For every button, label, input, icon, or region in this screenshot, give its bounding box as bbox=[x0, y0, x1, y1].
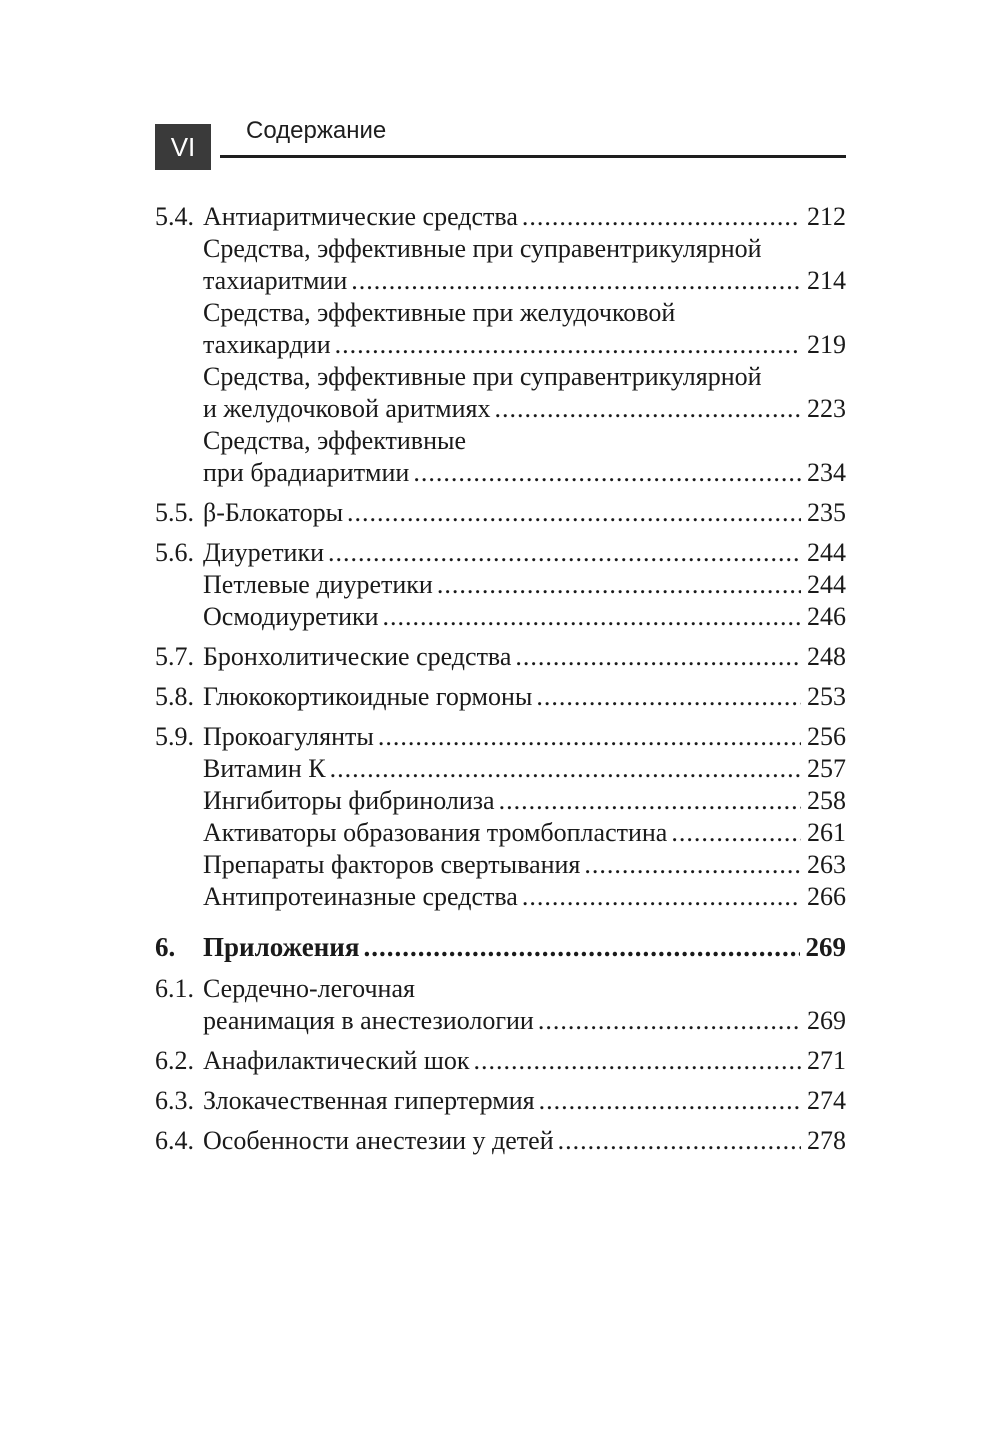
toc-entry-number: 6. bbox=[155, 932, 176, 962]
dot-leader bbox=[474, 1045, 802, 1077]
toc-entry-number: 5.4. bbox=[155, 202, 194, 231]
toc-subentry bbox=[155, 233, 846, 297]
toc-subentry bbox=[155, 297, 846, 361]
toc-entry-title: при брадиаритмии bbox=[203, 458, 410, 487]
toc-entry-title: Приложения bbox=[203, 932, 360, 962]
dot-leader bbox=[538, 1005, 801, 1037]
dot-leader bbox=[522, 881, 801, 913]
toc-entry-number: 5.9. bbox=[155, 722, 194, 751]
toc-entry-page: 261 bbox=[807, 818, 846, 847]
toc-entry-title: тахиаритмии bbox=[203, 266, 348, 295]
toc-entry-page: 274 bbox=[807, 1086, 846, 1115]
toc-subentry bbox=[155, 849, 846, 881]
toc-entry-page: 214 bbox=[807, 266, 846, 295]
dot-leader bbox=[671, 817, 801, 849]
toc-entry-page: 244 bbox=[807, 570, 846, 599]
toc-entry-page: 223 bbox=[807, 394, 846, 423]
toc-entry-page: 248 bbox=[807, 642, 846, 671]
toc-entry-title: Бронхолитические средства bbox=[203, 642, 512, 671]
toc-entry-title: Особенности анестезии у детей bbox=[203, 1126, 554, 1155]
toc-entry-6-4 bbox=[155, 1125, 846, 1157]
toc-entry-page: 257 bbox=[807, 754, 846, 783]
dot-leader bbox=[347, 497, 801, 529]
dot-leader bbox=[383, 601, 801, 633]
toc-entry-title: Диуретики bbox=[203, 538, 325, 567]
toc-entry-page: 271 bbox=[807, 1046, 846, 1075]
toc-entry-title: Витамин К bbox=[203, 754, 326, 783]
toc-entry-title: и желудочковой аритмиях bbox=[203, 394, 491, 423]
toc-entry-5-8 bbox=[155, 681, 846, 713]
toc-entry-page: 256 bbox=[807, 722, 846, 751]
toc-entry-number: 6.2. bbox=[155, 1046, 194, 1075]
toc-entry-page: 258 bbox=[807, 786, 846, 815]
toc-entry-title-line1: Средства, эффективные при желудочковой bbox=[203, 298, 676, 327]
toc-entry-number: 5.8. bbox=[155, 682, 194, 711]
toc-entry-5-5 bbox=[155, 497, 846, 529]
toc-entry-page: 263 bbox=[807, 850, 846, 879]
toc-entry-title-line1: Сердечно-легочная bbox=[203, 974, 415, 1003]
header-rule bbox=[220, 155, 846, 158]
toc-entry-page: 244 bbox=[807, 538, 846, 567]
dot-leader bbox=[558, 1125, 801, 1157]
dot-leader bbox=[378, 721, 801, 753]
toc-entry-number: 5.6. bbox=[155, 538, 194, 567]
toc-entry-page: 235 bbox=[807, 498, 846, 527]
dot-leader bbox=[351, 265, 801, 297]
toc-entry-number: 6.3. bbox=[155, 1086, 194, 1115]
dot-leader bbox=[515, 641, 801, 673]
dot-leader bbox=[437, 569, 801, 601]
toc-entry-number: 6.1. bbox=[155, 974, 194, 1003]
toc-entry-title: тахикардии bbox=[203, 330, 331, 359]
toc-entry-number: 5.5. bbox=[155, 498, 194, 527]
dot-leader bbox=[522, 201, 801, 233]
toc-entry-page: 253 bbox=[807, 682, 846, 711]
dot-leader bbox=[328, 537, 801, 569]
toc-entry-page: 246 bbox=[807, 602, 846, 631]
toc-subentry bbox=[155, 753, 846, 785]
toc-entry-title: Антипротеиназные средства bbox=[203, 882, 518, 911]
toc-entry-title: Ингибиторы фибринолиза bbox=[203, 786, 495, 815]
toc-entry-page: 219 bbox=[807, 330, 846, 359]
toc-entry-6-3 bbox=[155, 1085, 846, 1117]
dot-leader bbox=[330, 753, 801, 785]
dot-leader bbox=[539, 1085, 801, 1117]
toc-chapter-6 bbox=[155, 929, 846, 965]
toc-entry-page: 269 bbox=[805, 932, 846, 962]
toc-entry-6-2 bbox=[155, 1045, 846, 1077]
toc-entry-page: 278 bbox=[807, 1126, 846, 1155]
toc-entry-page: 266 bbox=[807, 882, 846, 911]
toc-entry-title: Осмодиуретики bbox=[203, 602, 379, 631]
toc-entry-title: Прокоагулянты bbox=[203, 722, 374, 751]
dot-leader bbox=[363, 929, 799, 965]
toc-entry-title: Петлевые диуретики bbox=[203, 570, 433, 599]
dot-leader bbox=[413, 457, 801, 489]
toc-entry-page: 212 bbox=[807, 202, 846, 231]
toc-entry-5-9 bbox=[155, 721, 846, 753]
toc-entry-title: Глюкокортикоидные гормоны bbox=[203, 682, 533, 711]
toc-subentry bbox=[155, 361, 846, 425]
toc-subentry bbox=[155, 601, 846, 633]
dot-leader bbox=[495, 393, 801, 425]
toc-entry-title: Активаторы образования тромбопластина bbox=[203, 818, 668, 847]
toc-entry-title: Антиаритмические средства bbox=[203, 202, 518, 231]
toc-entry-number: 5.7. bbox=[155, 642, 194, 671]
toc-subentry bbox=[155, 425, 846, 489]
running-title: Содержание bbox=[246, 117, 387, 144]
toc-entry-6-1 bbox=[155, 973, 846, 1037]
dot-leader bbox=[499, 785, 801, 817]
toc-entry-title-line1: Средства, эффективные при суправентрикулярной bbox=[203, 234, 762, 263]
toc-entry-title: реанимация в анестезиологии bbox=[203, 1006, 534, 1035]
toc-subentry bbox=[155, 785, 846, 817]
toc-entry-page: 234 bbox=[807, 458, 846, 487]
page-number: VI bbox=[155, 124, 211, 170]
table-of-contents bbox=[155, 201, 846, 1157]
dot-leader bbox=[536, 681, 801, 713]
toc-entry-number: 6.4. bbox=[155, 1126, 194, 1155]
toc-entry-5-6 bbox=[155, 537, 846, 569]
toc-subentry bbox=[155, 569, 846, 601]
dot-leader bbox=[335, 329, 801, 361]
toc-entry-5-7 bbox=[155, 641, 846, 673]
toc-entry-5-4 bbox=[155, 201, 846, 233]
toc-entry-title: Злокачественная гипертермия bbox=[203, 1086, 535, 1115]
toc-entry-page: 269 bbox=[807, 1006, 846, 1035]
dot-leader bbox=[584, 849, 801, 881]
toc-entry-title: β-Блокаторы bbox=[203, 498, 344, 527]
toc-subentry bbox=[155, 881, 846, 913]
toc-entry-title-line1: Средства, эффективные bbox=[203, 426, 466, 455]
toc-entry-title: Препараты факторов свертывания bbox=[203, 850, 581, 879]
toc-entry-title: Анафилактический шок bbox=[203, 1046, 470, 1075]
toc-subentry bbox=[155, 817, 846, 849]
toc-entry-title-line1: Средства, эффективные при суправентрикулярной bbox=[203, 362, 762, 391]
